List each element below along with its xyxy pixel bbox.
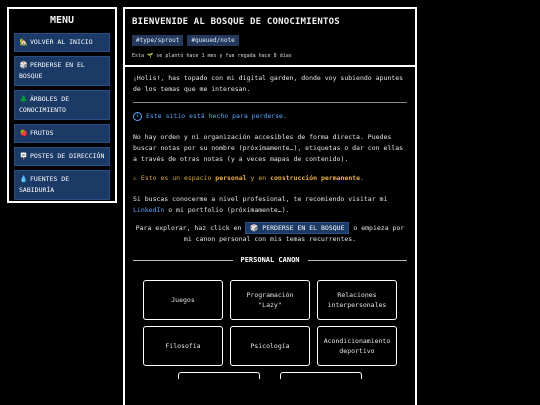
menu-item-label: POSTES DE DIRECCIÓN bbox=[30, 152, 105, 160]
paragraph-explore: Para explorar, haz click en 🎲 PERDERSE EN EL BOSQUE o empieza por mi canon personal con mis temas recurrentes. bbox=[135, 224, 405, 243]
fruit-icon: 🍓 bbox=[19, 129, 28, 137]
page-title: BIENVENIDE AL BOSQUE DE CONOCIMIENTOS bbox=[132, 17, 340, 27]
menu-item-fuentes[interactable] bbox=[14, 170, 110, 200]
info-icon: i bbox=[133, 112, 142, 121]
info-text: Este sitio está hecho para perderse. bbox=[146, 112, 287, 120]
canon-card-psicologia[interactable]: Psicología bbox=[230, 326, 310, 366]
divider bbox=[133, 260, 233, 261]
divider bbox=[308, 260, 408, 261]
tree-icon: 🌲 bbox=[19, 95, 28, 103]
house-icon: 🏡 bbox=[19, 38, 28, 46]
page-body bbox=[125, 67, 415, 385]
menu-item-perderse[interactable] bbox=[14, 56, 110, 86]
canon-header bbox=[133, 255, 407, 266]
menu-item-postes[interactable] bbox=[14, 147, 110, 166]
divider bbox=[133, 102, 407, 103]
menu-item-frutos[interactable] bbox=[14, 124, 110, 143]
paragraph-navigation: No hay orden y ni organización accesibles de forma directa. Puedes buscar notas por su nombre (próximamente…), etiquetas o dar con ellas a través de otras notas (y a veces mapas de contenido). bbox=[133, 133, 404, 163]
dice-icon: 🎲 bbox=[19, 61, 28, 69]
menu-item-label: FUENTES DE SABIDURÍA bbox=[19, 175, 70, 194]
warning-text: Esto es un espacio personal y en construcción permanente. bbox=[140, 174, 365, 182]
tag-type-sprout[interactable]: #type/sprout bbox=[132, 35, 183, 46]
canon-cards-more bbox=[133, 372, 407, 379]
menu-item-label: PERDERSE EN EL BOSQUE bbox=[19, 61, 85, 80]
tag-queued-note[interactable]: #queued/note bbox=[187, 35, 238, 46]
perderse-button[interactable]: 🎲 PERDERSE EN EL BOSQUE bbox=[245, 222, 349, 234]
info-callout bbox=[133, 111, 407, 122]
canon-title: PERSONAL CANON bbox=[240, 256, 300, 264]
canon-card-relaciones[interactable]: Relaciones interpersonales bbox=[317, 280, 397, 320]
page-header bbox=[125, 9, 415, 67]
menu-item-label: ÁRBOLES DE CONOCIMIENTO bbox=[19, 95, 70, 114]
menu-title: MENU bbox=[49, 15, 75, 26]
intro-text: ¡Holis!, has topado con mi digital garden, donde voy subiendo apuntes de los temas que me interesan. bbox=[133, 74, 404, 93]
menu-item-label: VOLVER AL INICIO bbox=[30, 38, 93, 46]
main-panel bbox=[123, 7, 417, 405]
warning-icon: ⚠ bbox=[133, 174, 137, 182]
sidebar-menu bbox=[7, 7, 117, 203]
note-meta: Esta 🌱 se plantó hace 1 mes y fue regada hace 8 días bbox=[132, 53, 292, 59]
signpost-icon: 🪧 bbox=[19, 152, 28, 160]
droplet-icon: 💧 bbox=[19, 175, 28, 183]
menu-item-arboles[interactable] bbox=[14, 90, 110, 120]
warning-callout bbox=[133, 173, 407, 184]
canon-card-filosofia[interactable]: Filosofía bbox=[143, 326, 223, 366]
tag-list bbox=[132, 35, 408, 46]
canon-card-juegos[interactable]: Juegos bbox=[143, 280, 223, 320]
paragraph-professional: Si buscas conocerme a nivel profesional, te recomiendo visitar mi LinkedIn o mi portfolio (próximamente…). bbox=[133, 195, 388, 214]
canon-card-programacion[interactable]: Programación "Lazy" bbox=[230, 280, 310, 320]
linkedin-link[interactable]: LinkedIn bbox=[133, 206, 165, 214]
canon-card-partial[interactable] bbox=[280, 372, 362, 379]
canon-card-partial[interactable] bbox=[178, 372, 260, 379]
canon-grid bbox=[133, 280, 407, 366]
menu-item-inicio[interactable] bbox=[14, 33, 110, 52]
canon-card-acondicionamiento[interactable]: Acondicionamiento deportivo bbox=[317, 326, 397, 366]
menu-item-label: FRUTOS bbox=[30, 129, 54, 137]
